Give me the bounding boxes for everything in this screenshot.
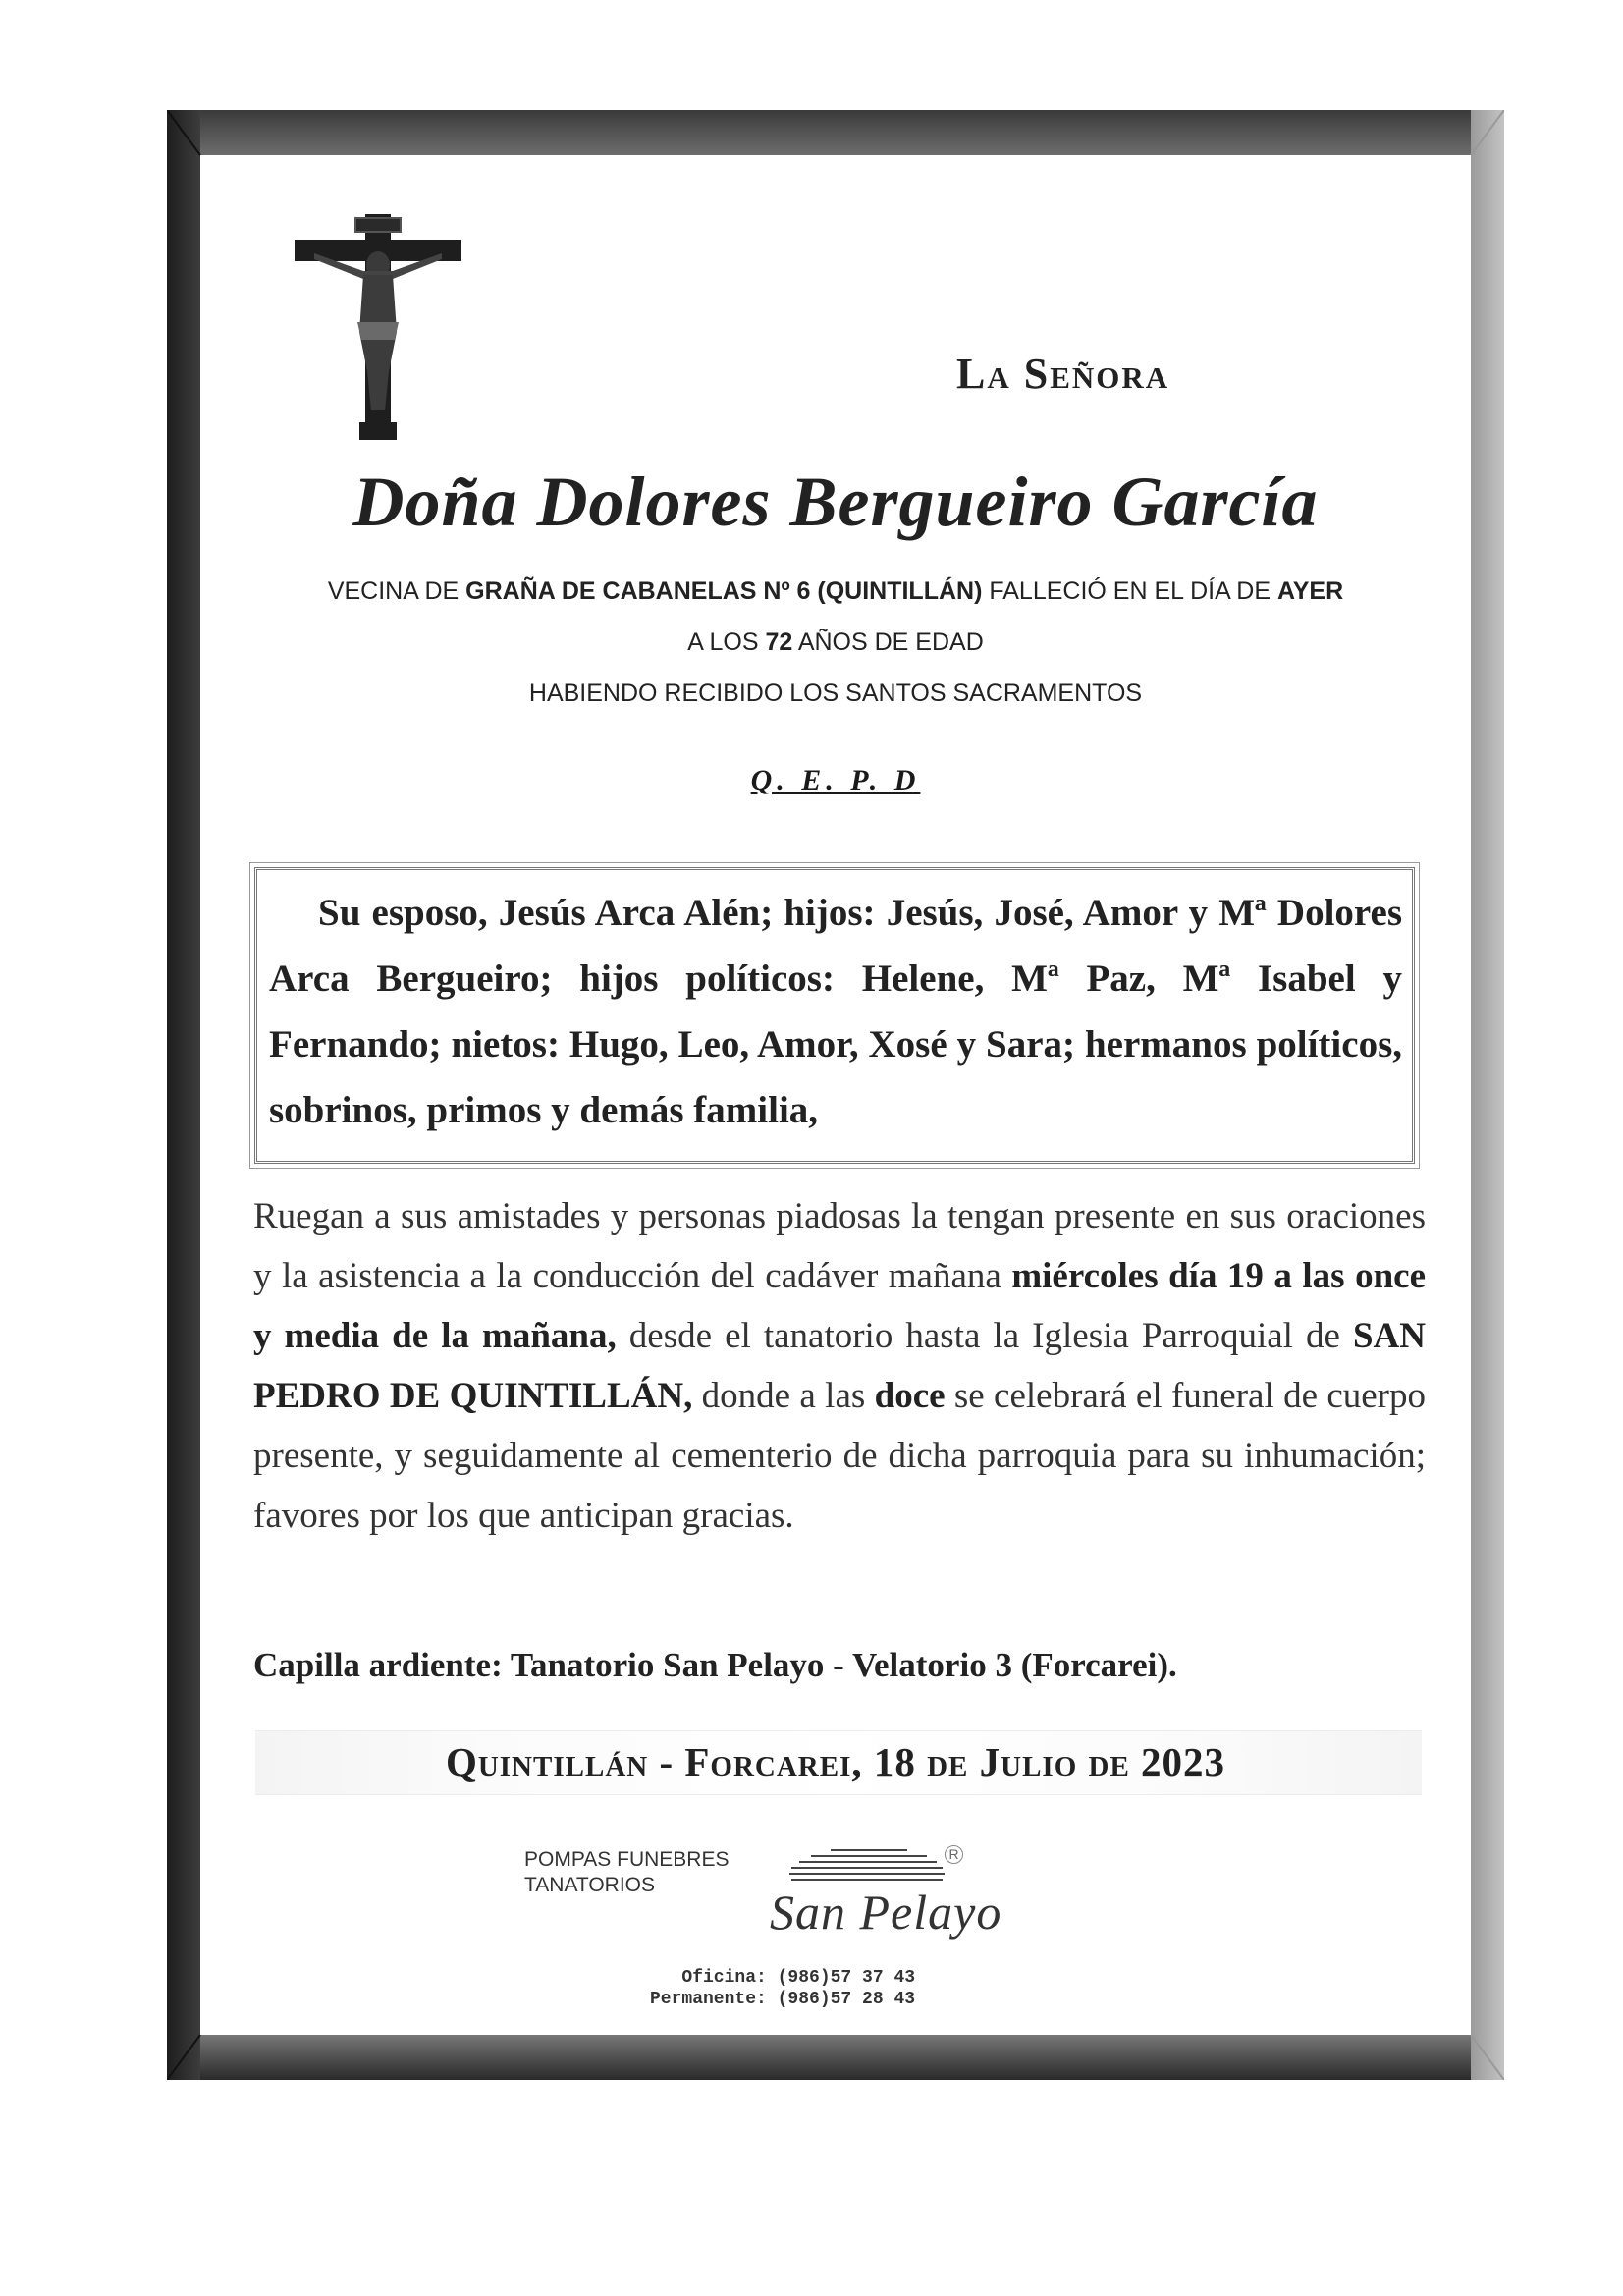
funeral-time-text: miércoles día 19 a las once y media de la mañana, <box>253 1256 1426 1356</box>
phone-numbers <box>650 1967 915 2010</box>
frame-right-border <box>1471 110 1504 2080</box>
announcement-text: Ruegan a sus amistades y personas piadosas la tengan presente en sus oraciones y la asistencia a la conducción del cadáver mañana <box>253 1196 1426 1296</box>
deceased-name: Doña Dolores Bergueiro García <box>352 463 1319 541</box>
registered-mark: R <box>945 1845 963 1864</box>
funeral-announcement <box>253 1186 1426 1546</box>
address-text: GRAÑA DE CABANELAS Nº 6 (QUINTILLÁN) <box>465 577 983 605</box>
qepd-text: Q. E. P. D <box>750 764 921 796</box>
crucifix-icon <box>295 214 461 440</box>
permanent-phone: Permanente: (986)57 28 43 <box>650 1990 916 2009</box>
funeral-home-services <box>524 1847 729 1898</box>
info-text: AÑOS DE EDAD <box>792 629 984 656</box>
service-time-text: doce <box>874 1376 946 1416</box>
frame-bottom-border <box>167 2035 1504 2080</box>
announcement-text: donde a las <box>692 1376 875 1416</box>
chapel-info: Capilla ardiente: Tanatorio San Pelayo - Velatorio 3 (Forcarei). <box>253 1646 1177 1684</box>
family-box <box>249 862 1420 1169</box>
frame-top-border <box>167 110 1504 155</box>
logo-script-text: San Pelayo <box>770 1885 1002 1940</box>
heading-title: La Señora <box>956 350 1170 398</box>
death-day-text: AYER <box>1276 577 1344 605</box>
place-date-line: Quintillán - Forcarei, 18 de Julio de 2023 <box>445 1739 1226 1784</box>
age-line <box>200 629 1471 657</box>
info-text: A LOS <box>687 629 766 656</box>
obituary-content <box>200 155 1471 2035</box>
announcement-text: desde el tanatorio hasta la Iglesia Parroquial de <box>616 1316 1353 1356</box>
sacraments-line: HABIENDO RECIBIDO LOS SANTOS SACRAMENTOS <box>528 680 1143 707</box>
services-line-2: TANATORIOS <box>524 1874 656 1896</box>
services-line-1: POMPAS FUNEBRES <box>524 1848 730 1871</box>
info-text: FALLECIÓ EN EL DÍA DE <box>982 577 1277 605</box>
announcement-text: se celebrará el funeral de cuerpo presente, y seguidamente al cementerio de dicha parroquia para su inhumación; favores por los que anticipan gracias. <box>253 1376 1426 1536</box>
office-phone: Oficina: (986)57 37 43 <box>681 1968 916 1988</box>
church-name-text: SAN PEDRO DE QUINTILLÁN, <box>253 1316 1426 1416</box>
residence-line <box>200 577 1471 606</box>
family-box-inner <box>254 867 1415 1164</box>
info-text: VECINA DE <box>327 577 466 605</box>
frame-left-border <box>167 110 200 2080</box>
age-value: 72 <box>765 629 793 656</box>
family-text: Su esposo, Jesús Arca Alén; hijos: Jesús, José, Amor y Mª Dolores Arca Bergueiro; hijos políticos: Helene, Mª Paz, Mª Isabel y Fernando; nietos: Hugo, Leo, Amor, Xosé y Sara; hermanos políticos, sobrinos, primos y demás familia, <box>269 892 1402 1131</box>
